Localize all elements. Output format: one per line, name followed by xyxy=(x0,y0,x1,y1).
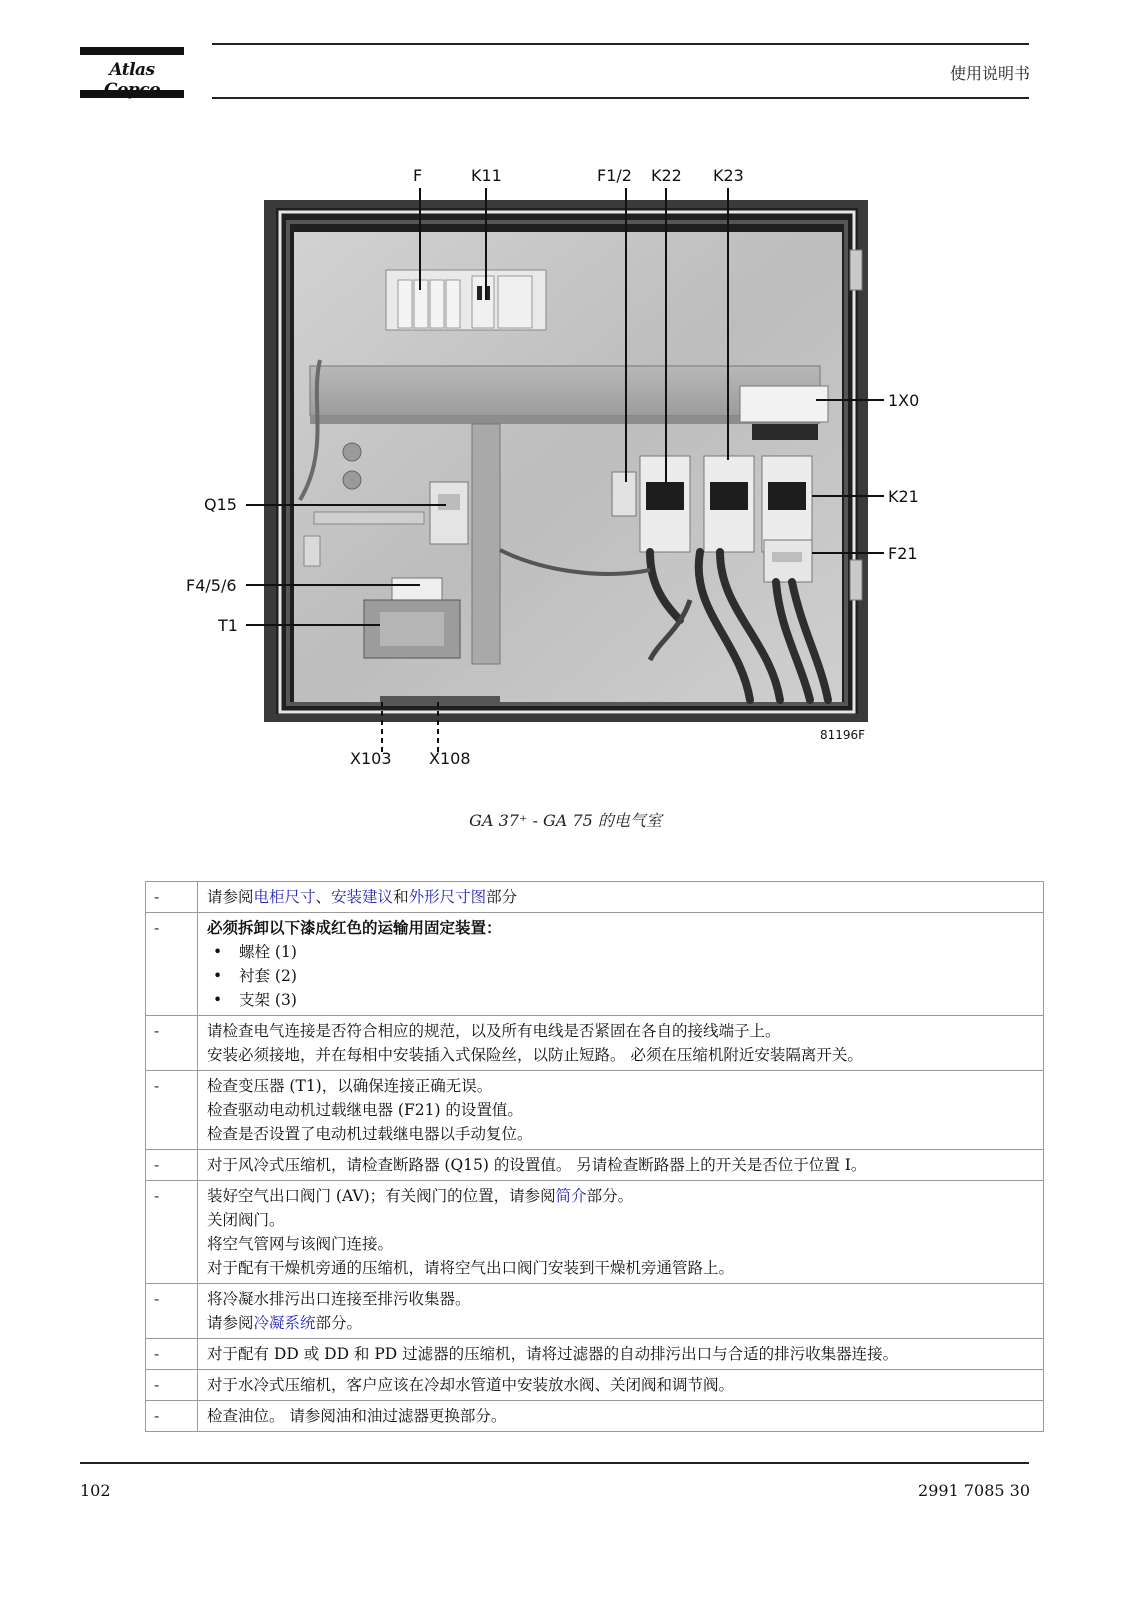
row-line xyxy=(207,1311,1037,1335)
label-f: F xyxy=(413,166,423,185)
row-heading: 必须拆卸以下漆成红色的运输用固定装置： xyxy=(207,918,502,937)
row-text: 部分。 xyxy=(315,1314,363,1332)
row-line: 检查油位。 请参阅油和油过滤器更换部分。 xyxy=(207,1407,507,1425)
row-content xyxy=(198,1181,1044,1284)
table-row xyxy=(146,1284,1044,1339)
label-1x0: 1X0 xyxy=(888,391,920,410)
cabinet-photo xyxy=(180,160,940,790)
installation-steps-table xyxy=(145,881,1044,1432)
row-dash: - xyxy=(146,1339,198,1370)
row-line: 对于水冷式压缩机，客户应该在冷却水管道中安装放水阀、关闭阀和调节阀。 xyxy=(207,1376,735,1394)
row-content xyxy=(198,882,1044,913)
label-k22: K22 xyxy=(651,166,682,185)
row-line: 对于配有干燥机旁通的压缩机，请将空气出口阀门安装到干燥机旁通管路上。 xyxy=(207,1259,735,1277)
logo-bottom-bar xyxy=(80,90,184,98)
row-content xyxy=(198,1339,1044,1370)
figure-number: 81196F xyxy=(820,728,866,742)
condensate-system-link[interactable]: 冷凝系统 xyxy=(253,1314,316,1332)
row-content xyxy=(198,1016,1044,1071)
table-row xyxy=(146,1181,1044,1284)
row-line: 对于风冷式压缩机，请检查断路器 (Q15) 的设置值。 另请检查断路器上的开关是否位于位置 I。 xyxy=(207,1156,867,1174)
row-content xyxy=(198,1370,1044,1401)
table-row xyxy=(146,1370,1044,1401)
figure-caption: GA 37⁺ - GA 75 的电气室 xyxy=(469,811,662,830)
label-t1: T1 xyxy=(218,616,238,635)
cabinet-dimensions-link[interactable]: 电柜尺寸 xyxy=(253,888,316,906)
row-text: 和 xyxy=(393,888,409,906)
electrical-cabinet-figure xyxy=(180,160,940,790)
row-dash: - xyxy=(146,1016,198,1071)
row-line: 检查是否设置了电动机过载继电器以手动复位。 xyxy=(207,1125,533,1143)
list-item: • 螺栓 (1) xyxy=(207,940,1037,964)
row-line: 关闭阀门。 xyxy=(207,1211,285,1229)
table-row xyxy=(146,1071,1044,1150)
row-line xyxy=(207,1184,1037,1208)
label-k23: K23 xyxy=(713,166,744,185)
logo-wordmark: Atlas xyxy=(109,60,155,80)
label-k21: K21 xyxy=(888,487,919,506)
atlas-copco-logo xyxy=(80,47,184,99)
row-text: 装好空气出口阀门 (AV)；有关阀门的位置，请参阅 xyxy=(207,1187,556,1205)
row-dash: - xyxy=(146,1284,198,1339)
row-text: 、 xyxy=(315,888,332,906)
row-dash: - xyxy=(146,1401,198,1432)
bullet-list xyxy=(207,940,1037,1012)
table-row xyxy=(146,1150,1044,1181)
row-text: 请参阅 xyxy=(207,888,254,906)
label-f4-5-6: F4/5/6 xyxy=(186,576,237,595)
table-row xyxy=(146,1016,1044,1071)
introduction-link[interactable]: 简介 xyxy=(555,1187,587,1205)
row-line: 请检查电气连接是否符合相应的规范，以及所有电线是否紧固在各自的接线端子上。 xyxy=(207,1022,781,1040)
row-dash: - xyxy=(146,882,198,913)
row-line: 对于配有 DD 或 DD 和 PD 过滤器的压缩机，请将过滤器的自动排污出口与合适的排污收集器连接。 xyxy=(207,1345,899,1363)
document-number: 2991 7085 30 xyxy=(918,1481,1030,1500)
row-line: 安装必须接地，并在每相中安装插入式保险丝，以防止短路。 必须在压缩机附近安装隔离开关。 xyxy=(207,1046,863,1064)
row-line: 检查变压器 (T1)，以确保连接正确无误。 xyxy=(207,1077,493,1095)
row-line: 将空气管网与该阀门连接。 xyxy=(207,1235,394,1253)
row-dash: - xyxy=(146,1181,198,1284)
logo-top-bar xyxy=(80,47,184,55)
dimension-drawings-link[interactable]: 外形尺寸图 xyxy=(408,888,487,906)
row-content xyxy=(198,1150,1044,1181)
row-content xyxy=(198,1401,1044,1432)
row-dash: - xyxy=(146,1150,198,1181)
list-item: • 支架 (3) xyxy=(207,988,1037,1012)
row-text: 部分。 xyxy=(586,1187,634,1205)
label-x108: X108 xyxy=(429,749,471,768)
label-f21: F21 xyxy=(888,544,918,563)
table-row xyxy=(146,1339,1044,1370)
row-dash: - xyxy=(146,913,198,1016)
row-line: 将冷凝水排污出口连接至排污收集器。 xyxy=(207,1290,471,1308)
row-text: 请参阅 xyxy=(207,1314,254,1332)
row-line: 检查驱动电动机过载继电器 (F21) 的设置值。 xyxy=(207,1101,523,1119)
header-rule-bottom xyxy=(212,97,1029,99)
table-row xyxy=(146,913,1044,1016)
table-row xyxy=(146,1401,1044,1432)
row-content xyxy=(198,913,1044,1016)
row-content xyxy=(198,1071,1044,1150)
label-q15: Q15 xyxy=(204,495,237,514)
row-dash: - xyxy=(146,1370,198,1401)
header-rule-top xyxy=(212,43,1029,45)
installation-proposal-link[interactable]: 安装建议 xyxy=(331,888,394,906)
row-text: 部分 xyxy=(486,888,518,906)
table-row xyxy=(146,882,1044,913)
footer-rule xyxy=(80,1462,1029,1464)
document-title: 使用说明书 xyxy=(949,64,1030,83)
label-x103: X103 xyxy=(350,749,392,768)
label-f1-2: F1/2 xyxy=(597,166,632,185)
row-dash: - xyxy=(146,1071,198,1150)
list-item: • 衬套 (2) xyxy=(207,964,1037,988)
row-content xyxy=(198,1284,1044,1339)
page-number: 102 xyxy=(80,1481,111,1500)
label-k11: K11 xyxy=(471,166,502,185)
